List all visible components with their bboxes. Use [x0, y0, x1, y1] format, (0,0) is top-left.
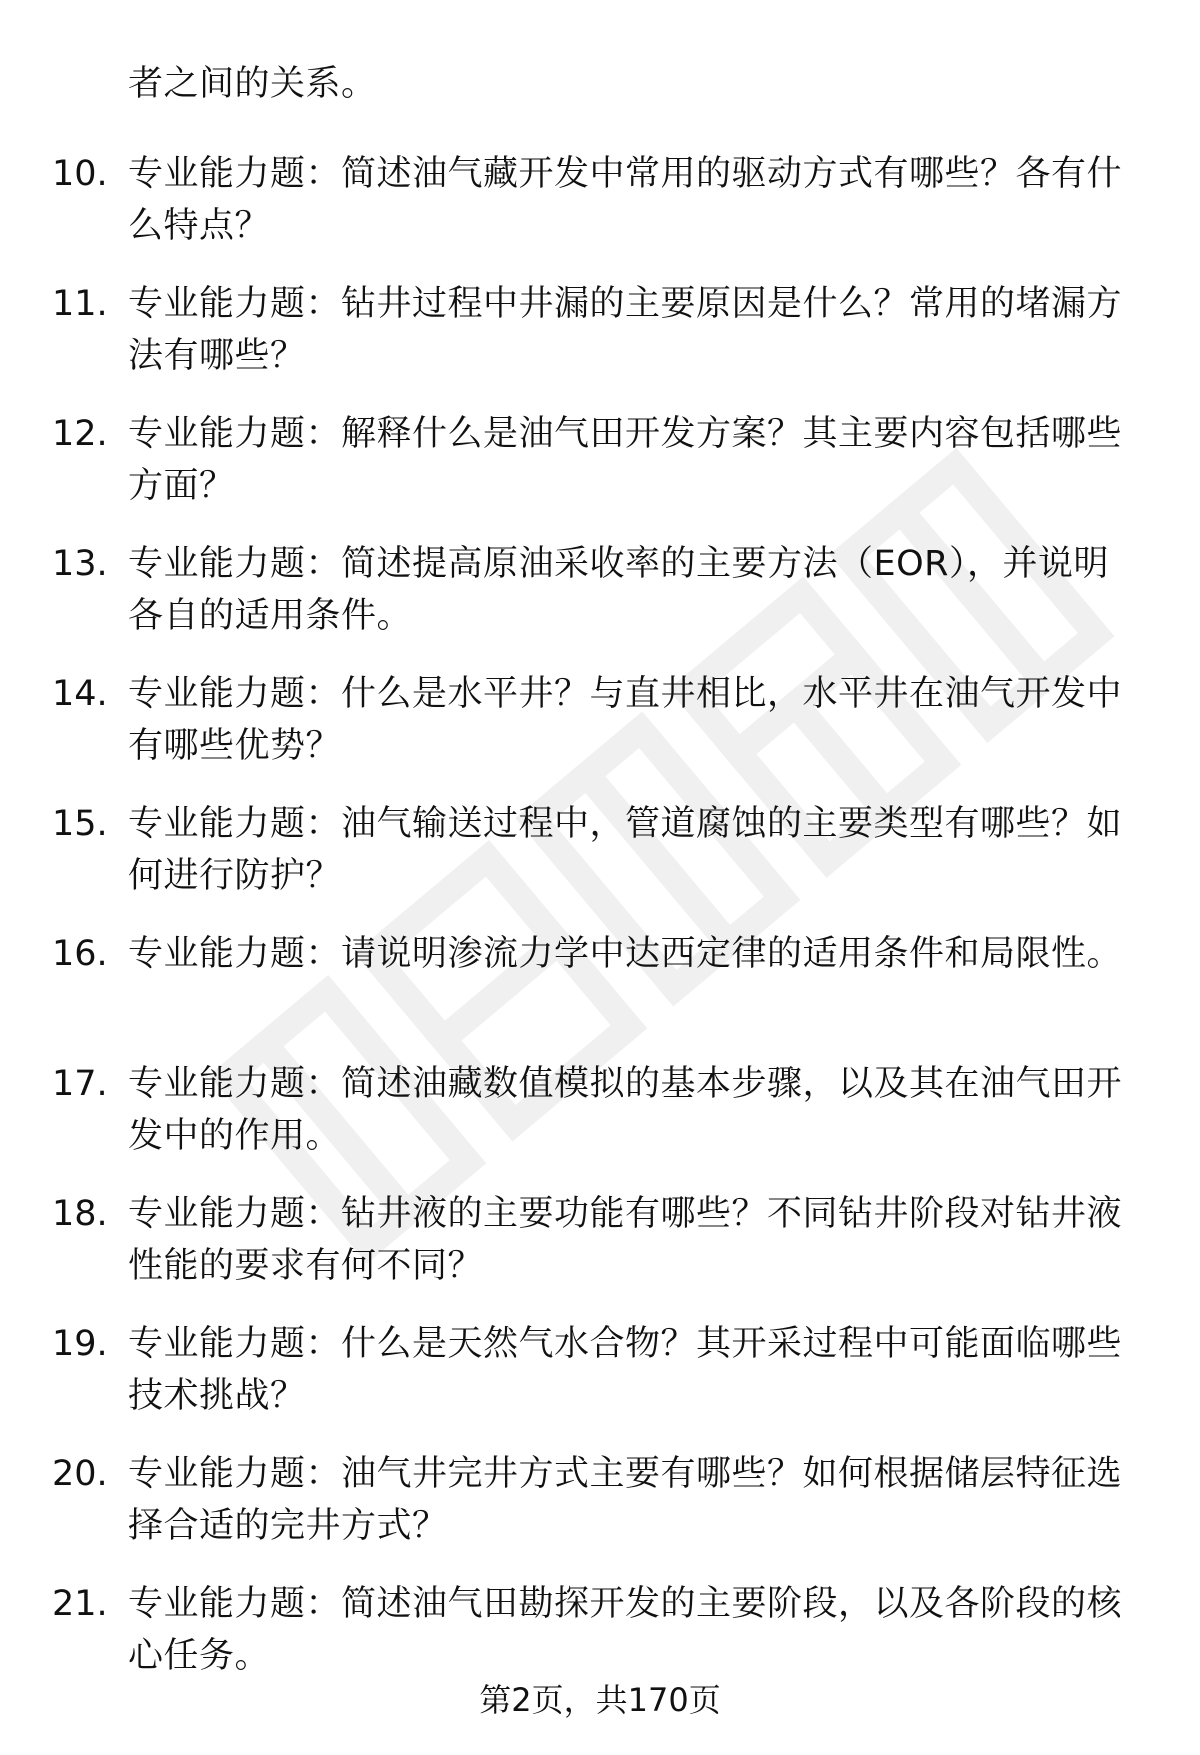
question-number: 21. [52, 1584, 108, 1624]
question-item [0, 148, 1200, 278]
question-text: 专业能力题：简述油藏数值模拟的基本步骤，以及其在油气田开发中的作用。 [128, 1064, 1123, 1156]
page-footer: 第2页，共170页 [479, 1681, 721, 1719]
question-text: 专业能力题：请说明渗流力学中达西定律的适用条件和局限性。 [128, 934, 1123, 974]
question-number: 19. [52, 1324, 108, 1364]
question-item [0, 798, 1200, 928]
question-number: 17. [52, 1064, 108, 1104]
question-number: 15. [52, 804, 108, 844]
question-number: 10. [52, 154, 108, 194]
question-number: 13. [52, 544, 108, 584]
question-item [0, 1318, 1200, 1448]
question-text: 专业能力题：简述油气藏开发中常用的驱动方式有哪些？各有什么特点？ [128, 154, 1123, 246]
question-item [0, 1058, 1200, 1188]
continuation-text: 者之间的关系。 [128, 64, 377, 104]
question-number: 20. [52, 1454, 108, 1494]
question-text: 专业能力题：简述油气田勘探开发的主要阶段，以及各阶段的核心任务。 [128, 1584, 1123, 1676]
question-item [0, 278, 1200, 408]
question-number: 14. [52, 674, 108, 714]
question-item [0, 1188, 1200, 1318]
question-list [0, 148, 1200, 1708]
question-text: 专业能力题：钻井液的主要功能有哪些？不同钻井阶段对钻井液性能的要求有何不同？ [128, 1194, 1123, 1286]
question-text: 专业能力题：什么是天然气水合物？其开采过程中可能面临哪些技术挑战？ [128, 1324, 1123, 1416]
question-text: 专业能力题：解释什么是油气田开发方案？其主要内容包括哪些方面？ [128, 414, 1123, 506]
question-text: 专业能力题：油气输送过程中，管道腐蚀的主要类型有哪些？如何进行防护？ [128, 804, 1123, 896]
question-text: 专业能力题：什么是水平井？与直井相比，水平井在油气开发中有哪些优势？ [128, 674, 1123, 766]
question-number: 11. [52, 284, 108, 324]
question-text: 专业能力题：简述提高原油采收率的主要方法（EOR），并说明各自的适用条件。 [128, 544, 1109, 636]
question-item [0, 928, 1200, 1058]
question-item [0, 1448, 1200, 1578]
question-item [0, 408, 1200, 538]
question-text: 专业能力题：钻井过程中井漏的主要原因是什么？常用的堵漏方法有哪些？ [128, 284, 1123, 376]
question-number: 18. [52, 1194, 108, 1234]
question-text: 专业能力题：油气井完井方式主要有哪些？如何根据储层特征选择合适的完井方式？ [128, 1454, 1123, 1546]
question-item [0, 538, 1200, 668]
question-number: 16. [52, 934, 108, 974]
question-number: 12. [52, 414, 108, 454]
question-item [0, 668, 1200, 798]
